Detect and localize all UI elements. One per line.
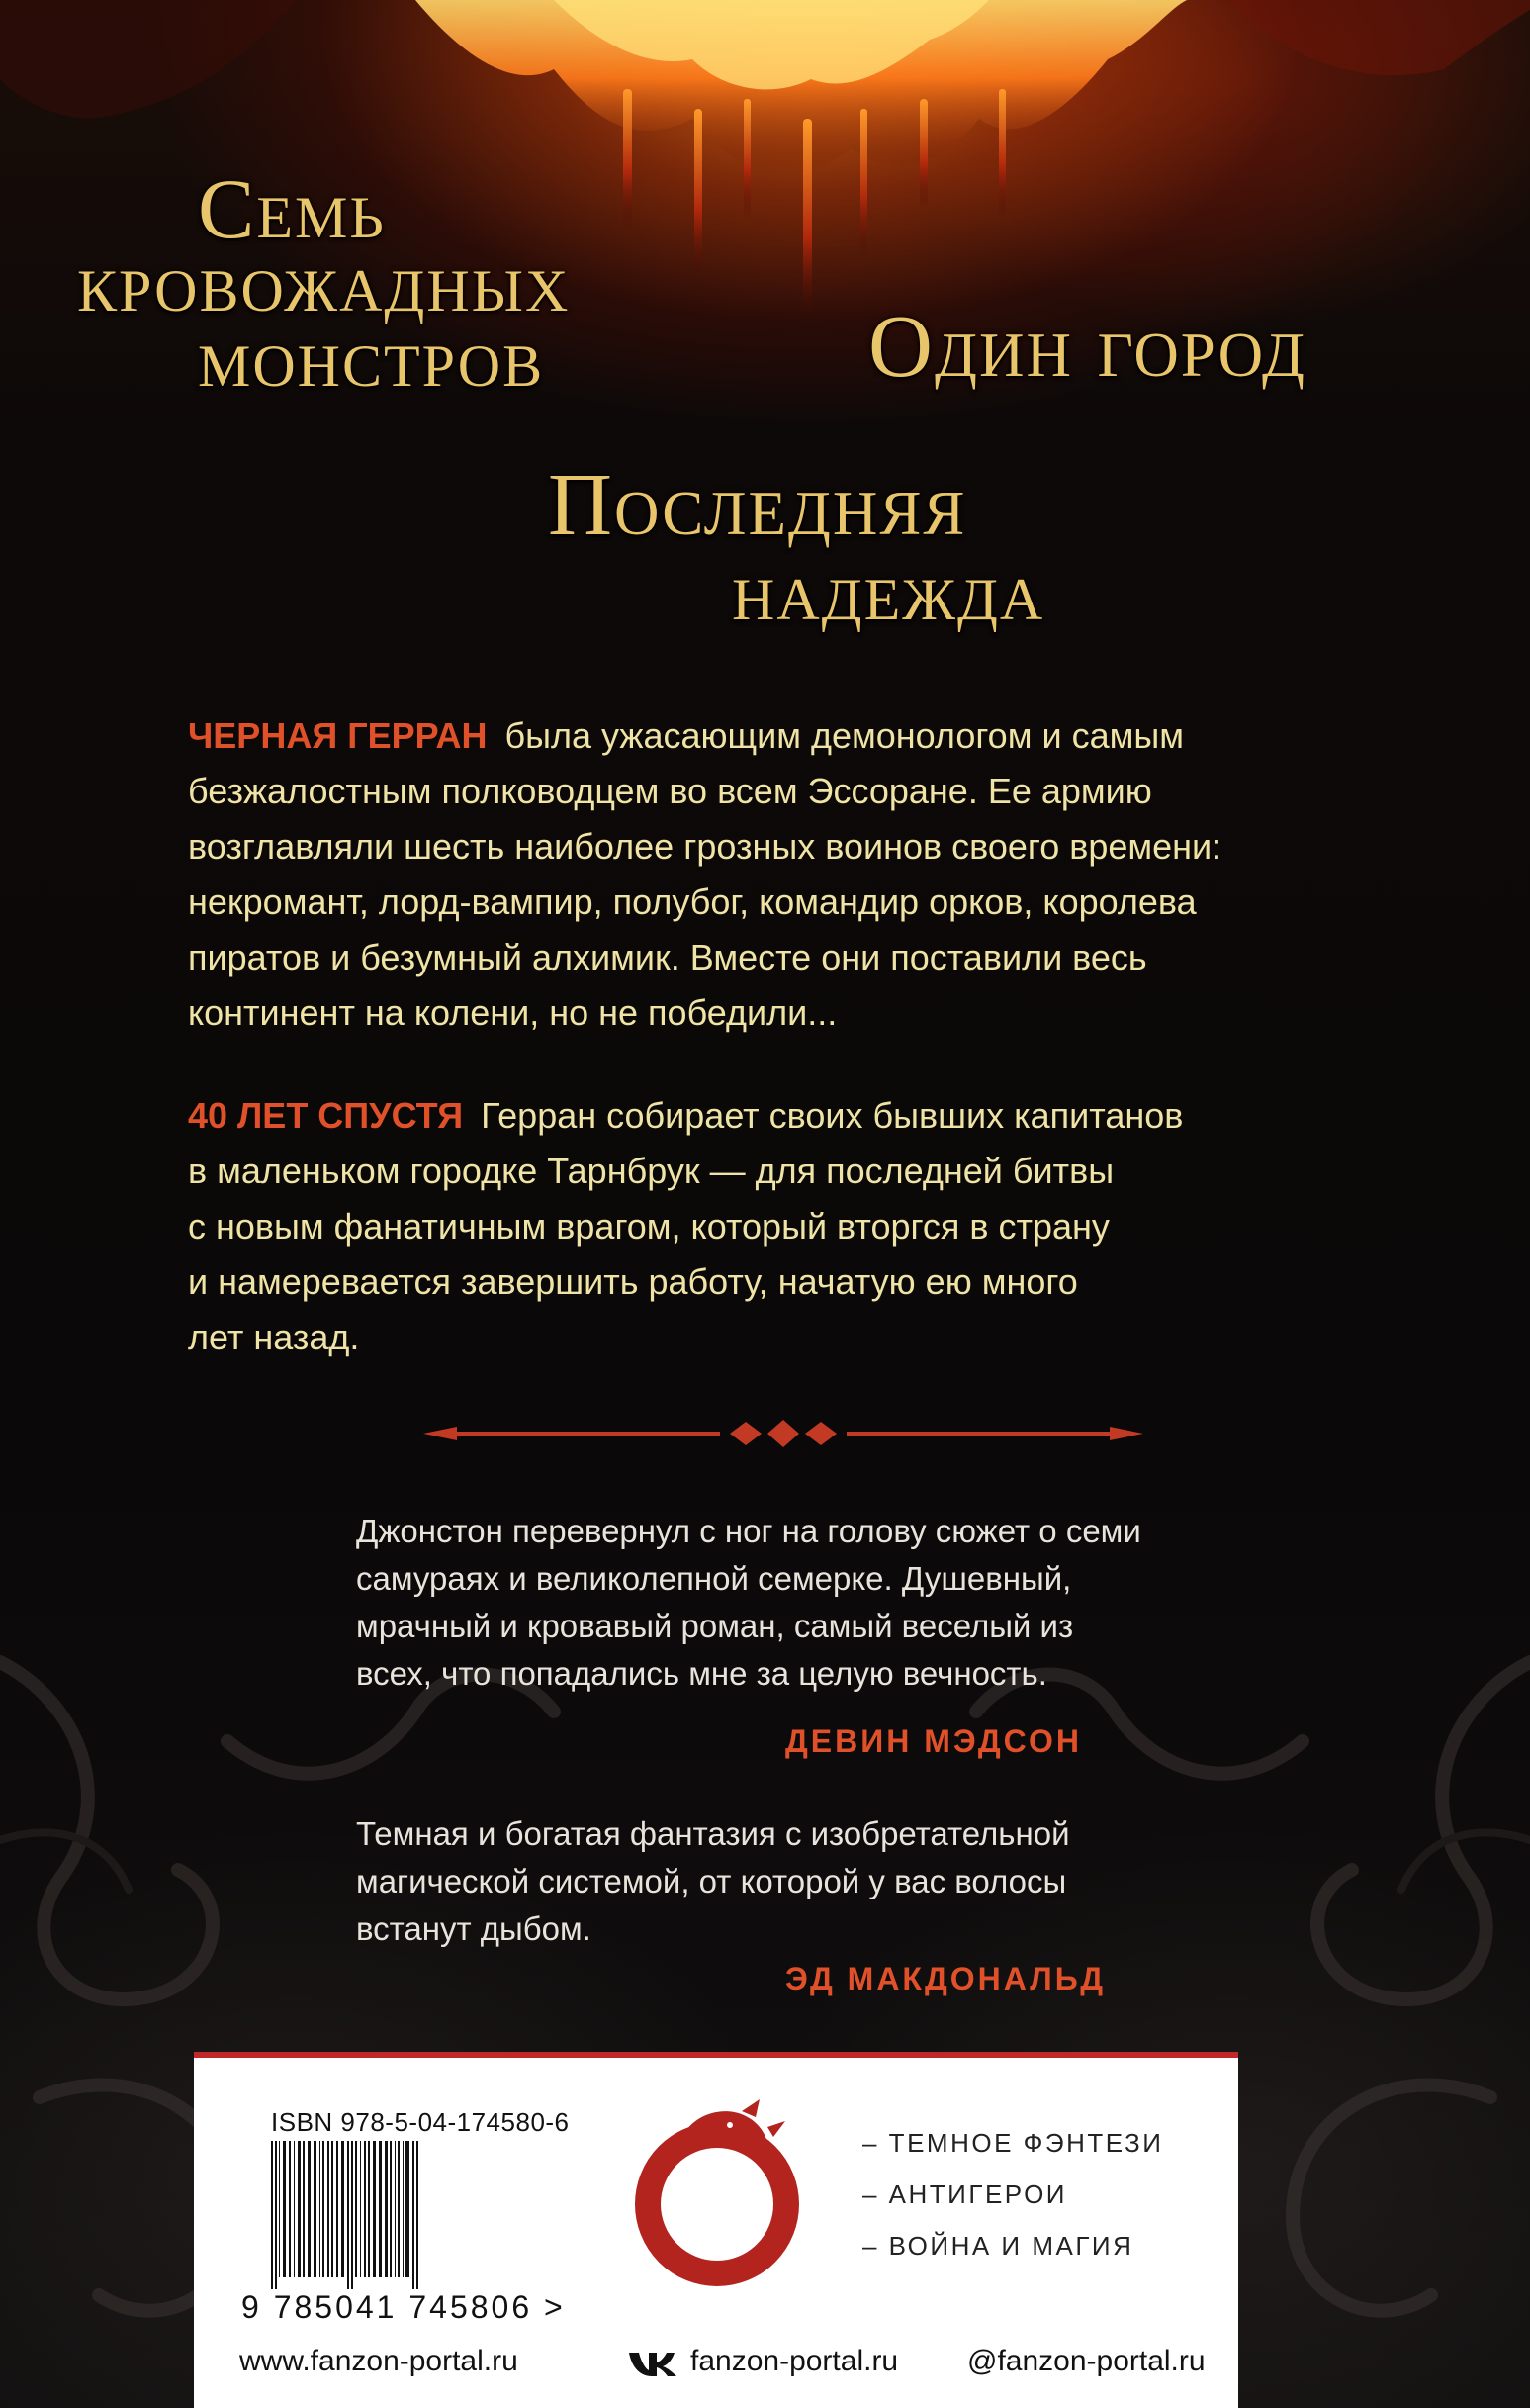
barcode (267, 2141, 574, 2289)
barcode-bar (319, 2141, 320, 2277)
title-line-2: Один город (868, 298, 1306, 396)
barcode-digits: 9 785041 745806 > (241, 2289, 566, 2325)
barcode-bar (395, 2141, 396, 2277)
quote-line: самураях и великолепной семерке. Душевный, (356, 1560, 1072, 1597)
barcode-bar (275, 2141, 277, 2289)
review-author-2: ЭД МАКДОНАЛЬД (785, 1961, 1107, 1996)
barcode-bar (322, 2141, 324, 2277)
blurb-line: пиратов и безумный алхимик. Вместе они поставили весь (188, 937, 1147, 977)
blurb-line: безжалостным полководцем во всем Эссоране. Ее армию (188, 771, 1152, 811)
vk-icon (627, 2349, 682, 2378)
quote-line: магической системой, от которой у вас волосы (356, 1863, 1067, 1899)
barcode-bar (294, 2141, 295, 2277)
blurb-line (188, 1088, 1375, 1144)
barcode-bar (379, 2141, 382, 2277)
barcode-bar (390, 2141, 392, 2277)
quote-line: всех, что попадались мне за целую вечность. (356, 1655, 1047, 1692)
barcode-bar (289, 2141, 291, 2277)
barcode-bar (360, 2141, 361, 2277)
barcode-bar (412, 2141, 414, 2289)
review-quote-2 (356, 1810, 1305, 1953)
blurb-lead: 40 ЛЕТ СПУСТЯ (188, 1095, 464, 1136)
title-line-3a: Последняя (548, 456, 967, 554)
genre-item: – АНТИГЕРОИ (862, 2179, 1067, 2209)
barcode-bar (385, 2141, 388, 2277)
blurb-line: с новым фанатичным врагом, который вторгся в страну (188, 1206, 1110, 1247)
title-line-1c: монстров (198, 310, 545, 405)
barcode-bar (368, 2141, 370, 2277)
quote-line: Темная и богатая фантазия с изобретательной (356, 1815, 1070, 1852)
barcode-bar (373, 2141, 376, 2277)
footer-panel (194, 2052, 1238, 2408)
ornamental-divider (423, 1409, 1143, 1458)
barcode-bar (398, 2141, 400, 2277)
title-line-1a: Семь (198, 161, 386, 256)
quote-line: встанут дыбом. (356, 1910, 591, 1947)
genre-item: – ВОЙНА И МАГИЯ (862, 2231, 1134, 2261)
barcode-bar (355, 2141, 357, 2277)
barcode-bar (327, 2141, 329, 2277)
blurb-line: в маленьком городке Тарнбрук — для последней битвы (188, 1151, 1115, 1191)
blurb-line: лет назад. (188, 1317, 360, 1357)
barcode-bar (336, 2141, 338, 2277)
barcode-bar (405, 2141, 409, 2277)
title-line-3b: надежда (732, 543, 1045, 638)
blurb-lead: ЧЕРНАЯ ГЕРРАН (188, 715, 488, 756)
social-handle-link[interactable]: @fanzon-portal.ru (967, 2345, 1206, 2377)
genre-list (862, 2117, 1163, 2271)
blurb-text: была ужасающим демонологом и самым (504, 715, 1184, 756)
genre-item: – ТЕМНОЕ ФЭНТЕЗИ (862, 2128, 1164, 2158)
review-author-1: ДЕВИН МЭДСОН (785, 1723, 1082, 1759)
barcode-bar (308, 2141, 311, 2277)
review-quote-1 (356, 1508, 1305, 1698)
barcode-bar (271, 2141, 273, 2289)
ouroboros-serpent-icon (623, 2097, 811, 2295)
barcode-bar (347, 2141, 349, 2289)
title-line-1b: кровожадных (77, 234, 571, 329)
blurb-paragraph-1 (188, 708, 1375, 1041)
barcode-bar (303, 2141, 305, 2277)
barcode-bar (283, 2141, 286, 2277)
blurb-line: некромант, лорд-вампир, полубог, командир орков, королева (188, 881, 1197, 922)
barcode-bar (364, 2141, 366, 2277)
barcode-bar (416, 2141, 418, 2289)
isbn-label: ISBN 978-5-04-174580-6 (271, 2107, 570, 2137)
barcode-bar (351, 2141, 353, 2289)
blurb-text: Герран собирает своих бывших капитанов (481, 1095, 1184, 1136)
blurb-paragraph-2 (188, 1088, 1375, 1365)
blurb-line: возглавляли шесть наиболее грозных воинов своего времени: (188, 826, 1222, 867)
blurb-line (188, 708, 1375, 764)
blurb-line: континент на колени, но не победили... (188, 992, 838, 1033)
barcode-bar (331, 2141, 333, 2277)
quote-line: Джонстон перевернул с ног на голову сюжет о семи (356, 1513, 1141, 1549)
blurb-line: и намеревается завершить работу, начатую ею много (188, 1261, 1078, 1302)
barcode-bar (341, 2141, 344, 2277)
quote-line: мрачный и кровавый роман, самый веселый из (356, 1608, 1074, 1644)
barcode-bar (298, 2141, 301, 2277)
barcode-bar (279, 2141, 280, 2277)
barcode-bar (403, 2141, 404, 2277)
website-link[interactable]: www.fanzon-portal.ru (239, 2345, 518, 2377)
barcode-bar (314, 2141, 316, 2277)
vk-link[interactable]: fanzon-portal.ru (690, 2345, 899, 2377)
